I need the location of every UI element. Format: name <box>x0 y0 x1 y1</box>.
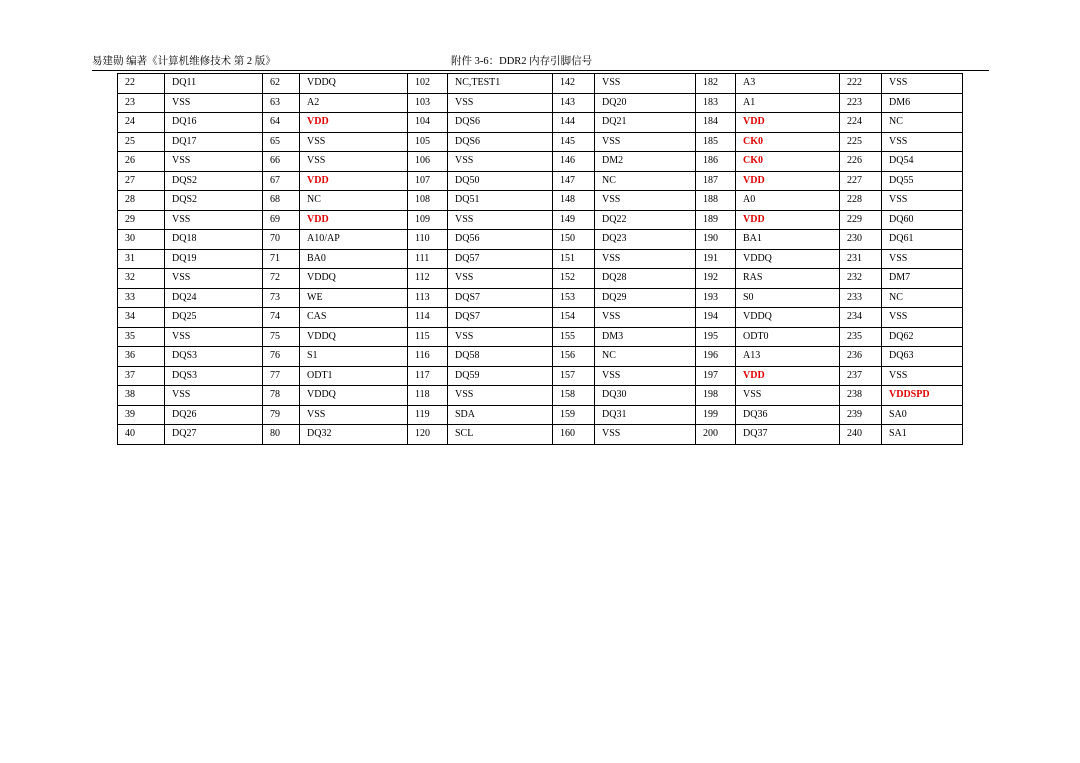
table-row <box>118 308 963 328</box>
pin-number: 222 <box>840 74 882 94</box>
pin-number: 194 <box>696 308 736 328</box>
pin-signal: VSS <box>165 269 263 289</box>
table-row <box>118 152 963 172</box>
pin-number: 114 <box>408 308 448 328</box>
pin-signal: CK0 <box>736 132 840 152</box>
pin-number: 22 <box>118 74 165 94</box>
pin-number: 157 <box>553 366 595 386</box>
header-appendix-title: 附件 3-6：DDR2 内存引脚信号 <box>451 56 593 67</box>
pin-number: 232 <box>840 269 882 289</box>
pin-number: 236 <box>840 347 882 367</box>
pin-number: 142 <box>553 74 595 94</box>
pin-number: 29 <box>118 210 165 230</box>
pin-signal: VSS <box>882 366 963 386</box>
pin-signal: DQ22 <box>595 210 696 230</box>
pin-number: 184 <box>696 113 736 133</box>
pin-signal: DQ61 <box>882 230 963 250</box>
pin-number: 119 <box>408 405 448 425</box>
pin-number: 27 <box>118 171 165 191</box>
pin-signal: DQ27 <box>165 425 263 445</box>
pin-signal: DQ29 <box>595 288 696 308</box>
pin-number: 79 <box>263 405 300 425</box>
pin-number: 187 <box>696 171 736 191</box>
pin-number: 148 <box>553 191 595 211</box>
pin-number: 62 <box>263 74 300 94</box>
pin-signal: VDDQ <box>736 249 840 269</box>
pin-number: 33 <box>118 288 165 308</box>
pin-signal: DQ21 <box>595 113 696 133</box>
pin-signal: S0 <box>736 288 840 308</box>
pin-signal: VSS <box>882 191 963 211</box>
pin-number: 228 <box>840 191 882 211</box>
pin-number: 103 <box>408 93 448 113</box>
pin-number: 68 <box>263 191 300 211</box>
pin-number: 196 <box>696 347 736 367</box>
pin-signal: VSS <box>300 152 408 172</box>
pin-number: 120 <box>408 425 448 445</box>
pin-number: 231 <box>840 249 882 269</box>
pin-signal: VSS <box>595 308 696 328</box>
pin-table <box>117 73 963 445</box>
pin-number: 234 <box>840 308 882 328</box>
pin-number: 39 <box>118 405 165 425</box>
pin-number: 230 <box>840 230 882 250</box>
pin-signal: VSS <box>595 132 696 152</box>
table-row <box>118 249 963 269</box>
pin-number: 224 <box>840 113 882 133</box>
table-row <box>118 74 963 94</box>
pin-signal: CAS <box>300 308 408 328</box>
pin-number: 69 <box>263 210 300 230</box>
pin-number: 197 <box>696 366 736 386</box>
pin-number: 183 <box>696 93 736 113</box>
table-row <box>118 113 963 133</box>
pin-number: 223 <box>840 93 882 113</box>
pin-number: 71 <box>263 249 300 269</box>
pin-signal: DQ57 <box>448 249 553 269</box>
pin-signal: VDDQ <box>300 74 408 94</box>
table-row <box>118 93 963 113</box>
pin-signal: A13 <box>736 347 840 367</box>
pin-signal: VSS <box>165 210 263 230</box>
pin-number: 229 <box>840 210 882 230</box>
pin-signal: DQ32 <box>300 425 408 445</box>
table-row <box>118 191 963 211</box>
pin-number: 185 <box>696 132 736 152</box>
pin-number: 118 <box>408 386 448 406</box>
pin-number: 40 <box>118 425 165 445</box>
pin-number: 115 <box>408 327 448 347</box>
pin-signal: DM2 <box>595 152 696 172</box>
pin-signal: RAS <box>736 269 840 289</box>
pin-signal: DQ11 <box>165 74 263 94</box>
pin-number: 73 <box>263 288 300 308</box>
pin-signal: VSS <box>300 405 408 425</box>
pin-signal: DQ28 <box>595 269 696 289</box>
pin-signal: VDDSPD <box>882 386 963 406</box>
pin-signal: VSS <box>165 327 263 347</box>
pin-number: 104 <box>408 113 448 133</box>
pin-signal: SDA <box>448 405 553 425</box>
pin-signal: NC <box>595 171 696 191</box>
pin-signal: DQ60 <box>882 210 963 230</box>
pin-number: 200 <box>696 425 736 445</box>
pin-signal: DM7 <box>882 269 963 289</box>
pin-signal: A1 <box>736 93 840 113</box>
pin-number: 72 <box>263 269 300 289</box>
pin-signal: DQS2 <box>165 191 263 211</box>
pin-signal: DQ18 <box>165 230 263 250</box>
pin-number: 225 <box>840 132 882 152</box>
pin-number: 198 <box>696 386 736 406</box>
pin-signal: DQ62 <box>882 327 963 347</box>
pin-signal: VSS <box>882 249 963 269</box>
pin-signal: DQ30 <box>595 386 696 406</box>
pin-number: 150 <box>553 230 595 250</box>
pin-signal: DQ63 <box>882 347 963 367</box>
pin-number: 240 <box>840 425 882 445</box>
pin-number: 237 <box>840 366 882 386</box>
table-row <box>118 210 963 230</box>
pin-signal: NC,TEST1 <box>448 74 553 94</box>
pin-number: 160 <box>553 425 595 445</box>
pin-signal: CK0 <box>736 152 840 172</box>
pin-signal: VSS <box>448 386 553 406</box>
pin-number: 193 <box>696 288 736 308</box>
pin-signal: S1 <box>300 347 408 367</box>
pin-signal: VDD <box>736 171 840 191</box>
pin-number: 147 <box>553 171 595 191</box>
pin-signal: DQ55 <box>882 171 963 191</box>
pin-signal: DQ54 <box>882 152 963 172</box>
pin-signal: SA1 <box>882 425 963 445</box>
pin-signal: DQ51 <box>448 191 553 211</box>
table-row <box>118 327 963 347</box>
pin-signal: VSS <box>300 132 408 152</box>
pin-number: 111 <box>408 249 448 269</box>
pin-number: 37 <box>118 366 165 386</box>
pin-number: 239 <box>840 405 882 425</box>
pin-signal: VDD <box>736 366 840 386</box>
pin-signal: VDDQ <box>300 269 408 289</box>
pin-number: 191 <box>696 249 736 269</box>
pin-signal: DQ20 <box>595 93 696 113</box>
pin-number: 155 <box>553 327 595 347</box>
table-row <box>118 269 963 289</box>
pin-number: 105 <box>408 132 448 152</box>
pin-number: 80 <box>263 425 300 445</box>
pin-signal: VDD <box>736 210 840 230</box>
pin-number: 75 <box>263 327 300 347</box>
pin-number: 67 <box>263 171 300 191</box>
table-row <box>118 347 963 367</box>
pin-signal: DQS7 <box>448 288 553 308</box>
pin-signal: DQ17 <box>165 132 263 152</box>
pin-number: 77 <box>263 366 300 386</box>
pin-number: 108 <box>408 191 448 211</box>
pin-signal: A10/AP <box>300 230 408 250</box>
table-row <box>118 386 963 406</box>
pin-signal: DQ36 <box>736 405 840 425</box>
pin-number: 102 <box>408 74 448 94</box>
pin-number: 36 <box>118 347 165 367</box>
pin-signal: DM6 <box>882 93 963 113</box>
table-row <box>118 132 963 152</box>
pin-signal: VDD <box>300 210 408 230</box>
pin-number: 116 <box>408 347 448 367</box>
pin-signal: DQ37 <box>736 425 840 445</box>
pin-number: 192 <box>696 269 736 289</box>
pin-signal: VSS <box>448 327 553 347</box>
pin-number: 25 <box>118 132 165 152</box>
pin-signal: VSS <box>595 74 696 94</box>
table-row <box>118 171 963 191</box>
pin-number: 113 <box>408 288 448 308</box>
pin-number: 186 <box>696 152 736 172</box>
pin-number: 35 <box>118 327 165 347</box>
pin-signal: VSS <box>882 308 963 328</box>
pin-number: 76 <box>263 347 300 367</box>
pin-signal: DQ59 <box>448 366 553 386</box>
pin-number: 31 <box>118 249 165 269</box>
pin-signal: VSS <box>595 191 696 211</box>
table-row <box>118 405 963 425</box>
pin-signal: DQS6 <box>448 132 553 152</box>
page-header <box>92 54 989 71</box>
pin-signal: BA0 <box>300 249 408 269</box>
pin-signal: VSS <box>448 210 553 230</box>
pin-number: 188 <box>696 191 736 211</box>
pin-signal: A2 <box>300 93 408 113</box>
table-row <box>118 366 963 386</box>
pin-signal: VSS <box>448 93 553 113</box>
pin-number: 199 <box>696 405 736 425</box>
pin-number: 117 <box>408 366 448 386</box>
pin-signal: DQ26 <box>165 405 263 425</box>
table-row <box>118 230 963 250</box>
pin-signal: SA0 <box>882 405 963 425</box>
pin-number: 70 <box>263 230 300 250</box>
pin-signal: VSS <box>448 269 553 289</box>
pin-signal: VSS <box>448 152 553 172</box>
pin-signal: VDD <box>736 113 840 133</box>
pin-signal: DQS3 <box>165 347 263 367</box>
pin-number: 154 <box>553 308 595 328</box>
pin-number: 107 <box>408 171 448 191</box>
pin-number: 24 <box>118 113 165 133</box>
pin-number: 151 <box>553 249 595 269</box>
pin-signal: ODT1 <box>300 366 408 386</box>
pin-signal: VDDQ <box>300 386 408 406</box>
pin-signal: VSS <box>165 152 263 172</box>
pin-signal: VSS <box>882 132 963 152</box>
pin-number: 227 <box>840 171 882 191</box>
pin-number: 112 <box>408 269 448 289</box>
pin-number: 109 <box>408 210 448 230</box>
pin-number: 78 <box>263 386 300 406</box>
pin-number: 65 <box>263 132 300 152</box>
pin-signal: VDDQ <box>300 327 408 347</box>
pin-number: 153 <box>553 288 595 308</box>
pin-number: 38 <box>118 386 165 406</box>
pin-number: 233 <box>840 288 882 308</box>
pin-signal: ODT0 <box>736 327 840 347</box>
pin-signal: BA1 <box>736 230 840 250</box>
pin-number: 143 <box>553 93 595 113</box>
pin-number: 145 <box>553 132 595 152</box>
pin-number: 195 <box>696 327 736 347</box>
pin-signal: DQ25 <box>165 308 263 328</box>
pin-signal: DQ31 <box>595 405 696 425</box>
table-row <box>118 425 963 445</box>
table-row <box>118 288 963 308</box>
pin-signal: A3 <box>736 74 840 94</box>
pin-number: 238 <box>840 386 882 406</box>
pin-signal: DQS2 <box>165 171 263 191</box>
pin-number: 152 <box>553 269 595 289</box>
pin-number: 146 <box>553 152 595 172</box>
pin-number: 159 <box>553 405 595 425</box>
pin-signal: DQ16 <box>165 113 263 133</box>
pin-signal: DQ19 <box>165 249 263 269</box>
pin-signal: NC <box>595 347 696 367</box>
pin-number: 32 <box>118 269 165 289</box>
pin-signal: DQS6 <box>448 113 553 133</box>
pin-number: 66 <box>263 152 300 172</box>
pin-number: 28 <box>118 191 165 211</box>
pin-signal: VSS <box>736 386 840 406</box>
pin-signal: VDD <box>300 113 408 133</box>
pin-signal: NC <box>300 191 408 211</box>
pin-table-body <box>118 74 963 445</box>
pin-number: 158 <box>553 386 595 406</box>
pin-signal: VSS <box>882 74 963 94</box>
pin-signal: DQS7 <box>448 308 553 328</box>
pin-number: 110 <box>408 230 448 250</box>
header-author-book: 易建勋 编著《计算机维修技术 第 2 版》 <box>92 56 276 67</box>
pin-signal: VDD <box>300 171 408 191</box>
pin-signal: DQ24 <box>165 288 263 308</box>
pin-number: 226 <box>840 152 882 172</box>
pin-signal: DQ58 <box>448 347 553 367</box>
pin-signal: DM3 <box>595 327 696 347</box>
pin-number: 23 <box>118 93 165 113</box>
pin-number: 156 <box>553 347 595 367</box>
pin-number: 64 <box>263 113 300 133</box>
pin-signal: DQ50 <box>448 171 553 191</box>
pin-signal: VSS <box>595 425 696 445</box>
pin-signal: WE <box>300 288 408 308</box>
pin-signal: NC <box>882 288 963 308</box>
pin-number: 235 <box>840 327 882 347</box>
pin-number: 63 <box>263 93 300 113</box>
pin-signal: VSS <box>165 93 263 113</box>
pin-number: 182 <box>696 74 736 94</box>
pin-signal: DQS3 <box>165 366 263 386</box>
pin-number: 26 <box>118 152 165 172</box>
pin-number: 74 <box>263 308 300 328</box>
pin-signal: DQ56 <box>448 230 553 250</box>
pin-number: 189 <box>696 210 736 230</box>
pin-number: 149 <box>553 210 595 230</box>
pin-signal: VSS <box>595 249 696 269</box>
pin-number: 106 <box>408 152 448 172</box>
pin-number: 144 <box>553 113 595 133</box>
pin-signal: VSS <box>595 366 696 386</box>
pin-signal: SCL <box>448 425 553 445</box>
pin-signal: A0 <box>736 191 840 211</box>
pin-number: 190 <box>696 230 736 250</box>
pin-number: 30 <box>118 230 165 250</box>
pin-signal: NC <box>882 113 963 133</box>
pin-signal: DQ23 <box>595 230 696 250</box>
pin-signal: VDDQ <box>736 308 840 328</box>
pin-signal: VSS <box>165 386 263 406</box>
pin-number: 34 <box>118 308 165 328</box>
